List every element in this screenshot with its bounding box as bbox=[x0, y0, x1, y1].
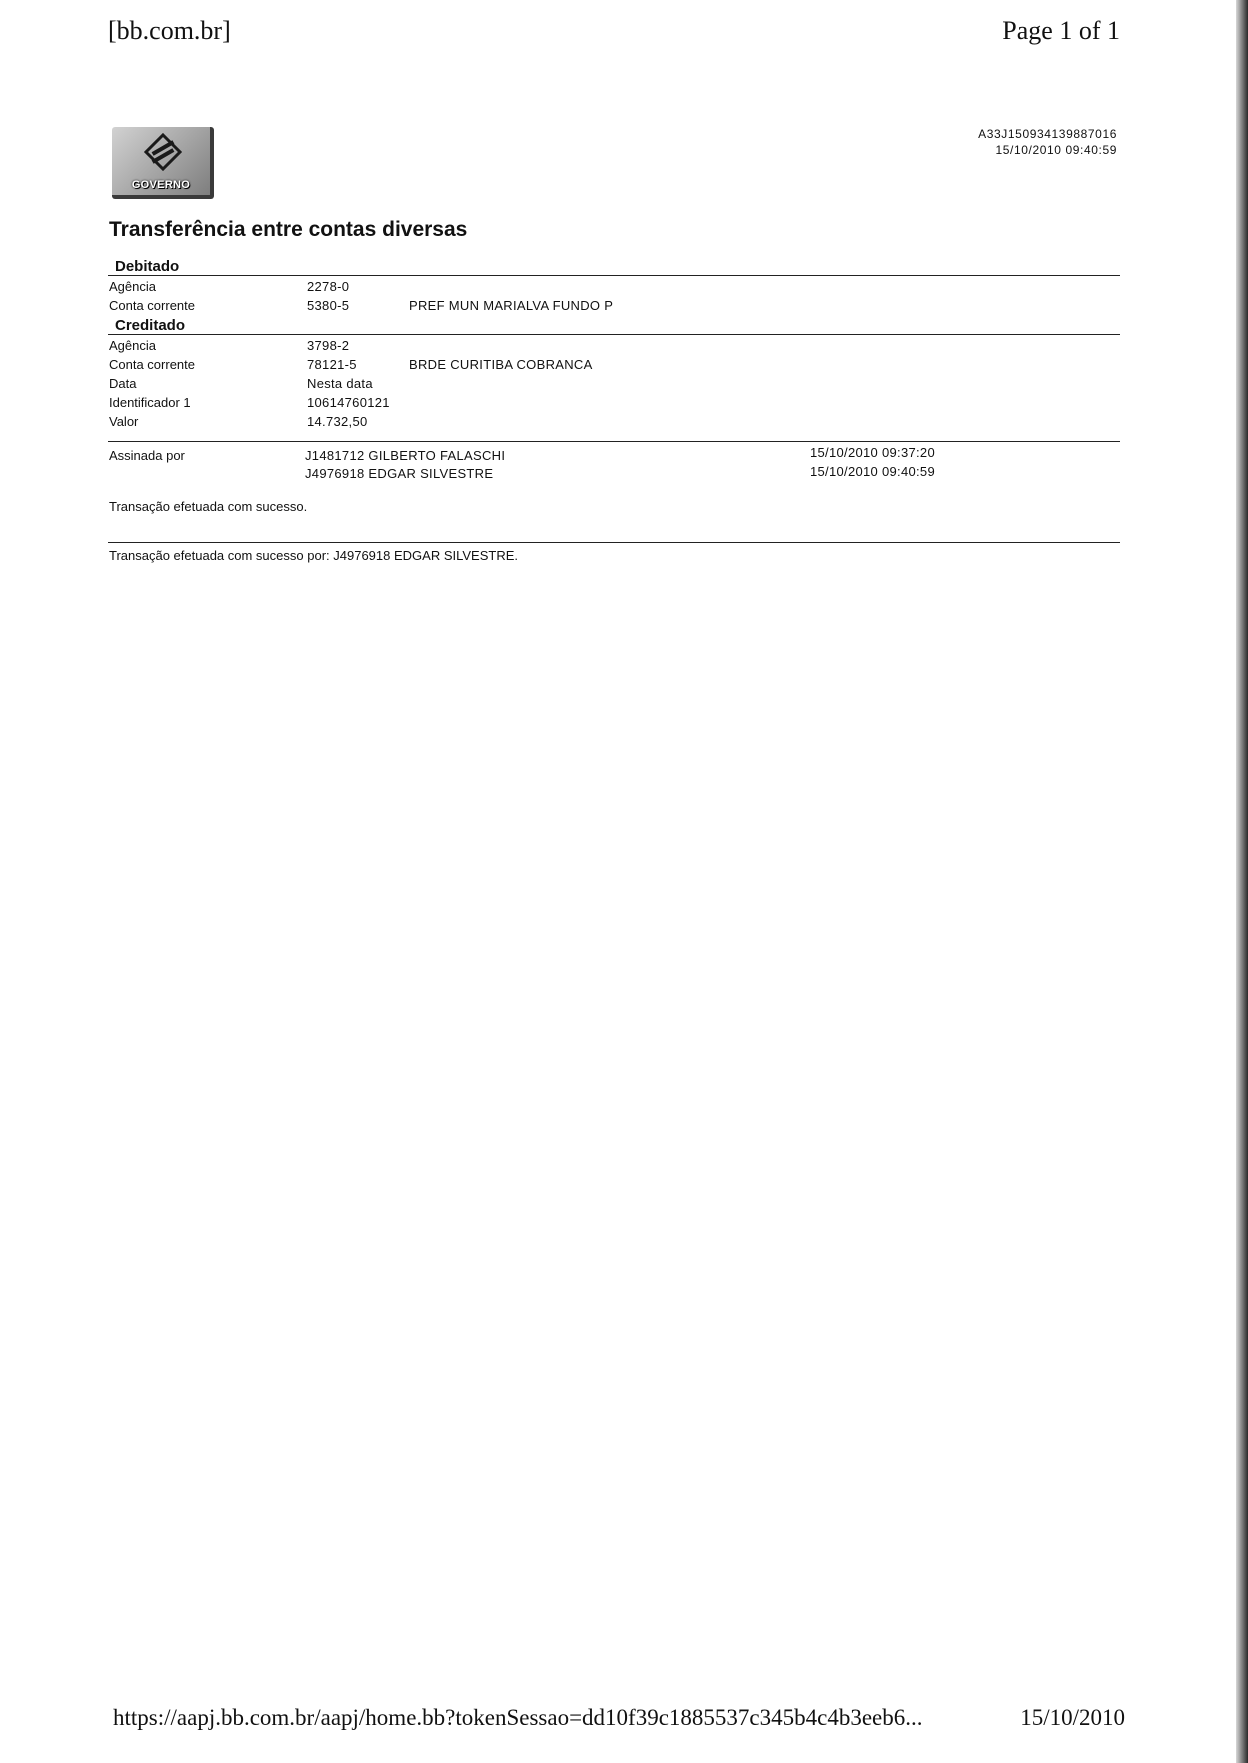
debit-account-value: 5380-5 bbox=[307, 298, 350, 313]
print-footer-date: 15/10/2010 bbox=[1020, 1705, 1125, 1730]
final-status-message: Transação efetuada com sucesso por: J4976918 EDGAR SILVESTRE. bbox=[109, 548, 518, 563]
identifier-value: 10614760121 bbox=[307, 395, 390, 410]
divider bbox=[108, 275, 1120, 276]
bank-logo bbox=[112, 127, 214, 199]
debit-account-name: PREF MUN MARIALVA FUNDO P bbox=[409, 298, 614, 313]
date-label: Data bbox=[109, 376, 137, 391]
print-footer-url: https://aapj.bb.com.br/aapj/home.bb?tokenSessao=dd10f39c1885537c345b4c4b3eeb6... bbox=[113, 1705, 923, 1730]
credit-account-label: Conta corrente bbox=[109, 357, 195, 372]
banco-do-brasil-logo-icon bbox=[144, 133, 182, 171]
amount-label: Valor bbox=[109, 414, 139, 429]
authentication-block bbox=[978, 126, 1117, 158]
print-header-page-info: Page 1 of 1 bbox=[1002, 16, 1120, 45]
credit-agency-label: Agência bbox=[109, 338, 156, 353]
authentication-code: A33J150934139887016 bbox=[978, 127, 1117, 141]
page-title: Transferência entre contas diversas bbox=[109, 218, 468, 241]
divider bbox=[108, 441, 1120, 442]
credit-account-value: 78121-5 bbox=[307, 357, 357, 372]
status-message: Transação efetuada com sucesso. bbox=[109, 499, 308, 514]
section-header-creditado: Creditado bbox=[115, 317, 186, 334]
divider bbox=[108, 542, 1120, 543]
debit-agency-label: Agência bbox=[109, 279, 156, 294]
print-header-site: [bb.com.br] bbox=[108, 16, 231, 45]
scan-edge bbox=[1236, 0, 1248, 1763]
credit-account-name: BRDE CURITIBA COBRANCA bbox=[409, 357, 593, 372]
credit-agency-value: 3798-2 bbox=[307, 338, 350, 353]
signature-signer: J1481712 GILBERTO FALASCHI bbox=[305, 448, 506, 463]
logo-caption: GOVERNO bbox=[131, 179, 191, 191]
amount-value: 14.732,50 bbox=[307, 414, 368, 429]
date-value: Nesta data bbox=[307, 376, 373, 391]
signature-datetime: 15/10/2010 09:37:20 bbox=[810, 445, 935, 460]
identifier-label: Identificador 1 bbox=[109, 395, 191, 410]
section-header-debitado: Debitado bbox=[115, 258, 180, 275]
authentication-datetime: 15/10/2010 09:40:59 bbox=[995, 143, 1117, 157]
debit-account-label: Conta corrente bbox=[109, 298, 195, 313]
debit-agency-value: 2278-0 bbox=[307, 279, 350, 294]
signature-signer: J4976918 EDGAR SILVESTRE bbox=[305, 466, 494, 481]
signed-by-label: Assinada por bbox=[109, 448, 185, 463]
signature-datetime: 15/10/2010 09:40:59 bbox=[810, 464, 935, 479]
divider bbox=[108, 334, 1120, 335]
